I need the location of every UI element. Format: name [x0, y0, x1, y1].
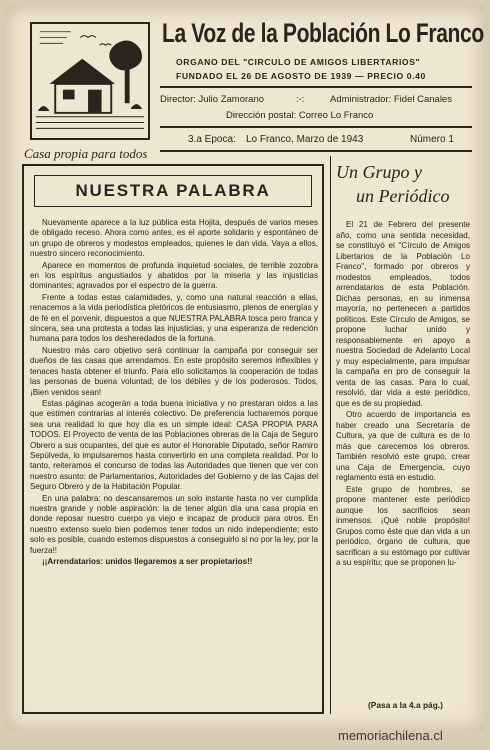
info-separator: :-:: [296, 94, 305, 105]
editorial-paragraph: En una palabra: no descansaremos un solo instante hasta no ver cumplida nuestra grande y noble aspiración: la de tener algún día una casa propia en donde reposar nuestro cuerpo ya viejo e incapaz de producir para otros. En nuestro extenso suelo bien podemos tener todos un nido independiente; esto solo es posible, cuando estemos dispuestos a conseguirlo si no por la ley, por la fuerza!!: [30, 493, 318, 555]
editorial-paragraph: Estas páginas acogerán a toda buena iniciativa y no prestaran oidos a las que estimen contrarias al interés colectivo. De preferencia lucharemos porque sea una realidad lo que hoy día es un simple ideal: CASA PROPIA PARA TODOS. El Proyecto de venta de las Poblaciones obreras de la Caja de Seguro Obrero a sus ocupantes, del que es autor el Honorable Diputado, señor Ramiro Sepúlveda, lo impulsaremos hasta convertirlo en una completa realidad. Por lo tanto, reiteramos el concurso de todas las Autoridades que tienen que ver con nuestro asunto: de Parlamentarios, Autoridades del Gobierno y de las Cajas del Seguro Obrero y de la Habitación Popular.: [30, 398, 318, 492]
sidebar-paragraph: Otro acuerdo de importancia es haber creado una Secretaría de Cultura, ya que de cultura es de lo más que carecemos los obreros. También resolvió este grupo, crear una Caja de Emergencia, cuyo reglamento está en estudio.: [336, 410, 470, 482]
sidebar-title-line1: Un Grupo y: [336, 162, 422, 182]
director-line: Director: Julio Zamorano: [160, 94, 265, 105]
sidebar-paragraph: El 21 de Febrero del presente año, como una sentida necesidad, se constituyó el "Círculo de Amigos Libertarios de la Población Lo Franco", formado por obreros y modestos empleados, todos arrendatarios de esta Población. Dichas personas, en su inmensa mayoría, no pertenecen a partidos políticos. Este Círculo de Amigos, se propone luchar unido y responsablemente en apoyo a nuestra Sociedad de Adelanto Local y muy especialmente, para impulsar la campaña en pro de conseguir la venta de las casas. Para lo cual, resolvió, dar vida a este periódico, que es de su propiedad.: [336, 220, 470, 408]
newspaper-title: La Voz de la Población Lo Franco: [162, 18, 484, 48]
editorial-paragraph: Frente a todas estas calamidades, y, como una natural reacción a ellas, renacemos a la vida periodística pletóricos de entusiasmo, plenos de energías y de fé en el porvenir, dispuestos a que NUESTRA PALABRA tosca pero franca y sincera, sea una protesta a todas las injusticias, y una esperanza de redención humana para todos los desheredados de la fortuna.: [30, 292, 318, 344]
editorial-paragraph: Aparece en momentos de profunda inquietud sociales, de terrible zozobra en los espíritus angustiados y abatidos por la miseria y las injusticias dominantes; agravados por el espectro de la guerra.: [30, 260, 318, 291]
postal-address-line: Dirección postal: Correo Lo Franco: [226, 110, 374, 121]
house-icon: [32, 24, 148, 138]
masthead-rule: [160, 86, 472, 88]
administrator-line: Administrador: Fidel Canales: [330, 94, 452, 105]
column-divider: [330, 156, 331, 714]
epoch-label: 3.a Epoca:: [188, 134, 236, 145]
editorial-paragraph: Nuevamente aparece a la luz pública esta Hojita, después de varios meses de obligado receso. Ahora como antes, es el aporte solidario y espontáneo de un grupo de obreros y modestos empleados, quienes le dan vida. Vaya a ellos, nuestro sincero reconocimiento.: [30, 218, 318, 259]
sidebar-paragraph: Este grupo de hombres, se propone mantener este periódico aunque los sacrificios sean inmensos. ¡Qué noble propósito! Grupos como éste que dan vida a un periódico, órgano de cultura, que sacrifican a su estómago por cultivar a su espíritu; que se proponen lu-: [336, 484, 470, 567]
house-illustration-logo: [30, 22, 150, 140]
issue-number: Número 1: [410, 134, 454, 145]
source-watermark: memoriachilena.cl: [338, 728, 443, 743]
date-rule: [160, 150, 472, 152]
editorial-closing: ¡¡Arrendatarios: unidos llegaremos a ser propietarios!!: [42, 557, 253, 566]
issue-date: Lo Franco, Marzo de 1943: [246, 134, 364, 145]
info-rule: [160, 126, 472, 128]
tagline: Casa propia para todos: [24, 146, 148, 161]
editorial-headline: NUESTRA PALABRA: [34, 175, 312, 207]
organ-subtitle: ORGANO DEL "CIRCULO DE AMIGOS LIBERTARIOS": [176, 57, 421, 67]
founded-price-line: FUNDADO EL 26 DE AGOSTO DE 1939 — PRECIO 0.40: [176, 71, 426, 81]
sidebar-title-line2: un Periódico: [356, 186, 450, 206]
sidebar-article-body: [336, 220, 470, 570]
continued-note: (Pasa a la 4.a pág.): [368, 700, 443, 710]
editorial-paragraph: Nuestro más caro objetivo será continuar la campaña por conseguir ser dueños de las casas que arrendamos. En este propósito seremos inflexibles y tenaces hasta obtener el triunfo. Para ello solicitamos la cooperación de todas las personas de buena voluntad; de los débiles y de los poderosos. Todos, ¡Bien venidos sean!: [30, 345, 318, 397]
editorial-body: [30, 218, 318, 568]
